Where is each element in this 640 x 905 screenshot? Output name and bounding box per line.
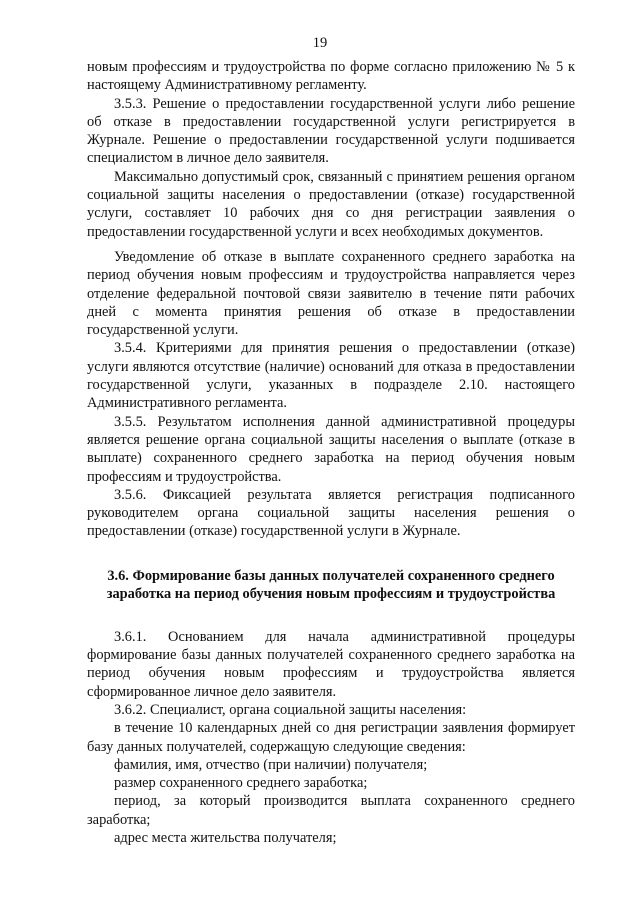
paragraph-refusal-notice: Уведомление об отказе в выплате сохраненного среднего заработка на период обучения новым профессиям и трудоустройства направляется через отделение федеральной почтовой связи заявителю в течение пяти рабочих дней с момента принятия решения об отказе в предоставлении государственной услуги. [87, 248, 575, 339]
paragraph-3-5-4: 3.5.4. Критериями для принятия решения о предоставлении (отказе) услуги являются отсутствие (наличие) оснований для отказа в предоставлении государственной услуги, указанных в подразделе 2.10. настоящего Административного регламента. [87, 340, 575, 412]
document-body [87, 58, 575, 847]
paragraph-3-6-1: 3.6.1. Основанием для начала административной процедуры формирование базы данных получателей сохраненного среднего заработка на период обучения новым профессиям и трудоустройства является сформированное личное дело заявителя. [87, 628, 575, 700]
paragraph-3-5-5: 3.5.5. Результатом исполнения данной административной процедуры является решение органа социальной защиты населения о выплате (отказе в выплате) сохраненного среднего заработка на период обучения новым профессиям и трудоустройства. [87, 413, 575, 485]
paragraph-continuation: новым профессиям и трудоустройства по форме согласно приложению № 5 к настоящему Административному регламенту. [87, 59, 575, 94]
section-heading-3-6: 3.6. Формирование базы данных получателей сохраненного среднего заработка на период обучения новым профессиям и трудоустройства [106, 567, 556, 603]
paragraph-max-term: Максимально допустимый срок, связанный с принятием решения органом социальной защиты населения о предоставлении (отказе) государственной услуги, составляет 10 рабочих дня со дня регистрации заявления о предоставлении государственной услуги и всех необходимых документов. [87, 168, 575, 240]
list-item-earnings-size: размер сохраненного среднего заработка; [114, 775, 368, 792]
page-number: 19 [312, 35, 328, 51]
list-item-full-name: фамилия, имя, отчество (при наличии) получателя; [114, 756, 428, 773]
list-item-address: адрес места жительства получателя; [114, 829, 337, 846]
paragraph-3-5-3: 3.5.3. Решение о предоставлении государственной услуги либо решение об отказе в предоставлении государственной услуги регистрируется в Журнале. Решение о предоставлении государственной услуги подшивается специалистом в личное дело заявителя. [87, 95, 575, 167]
paragraph-3-5-6: 3.5.6. Фиксацией результата является регистрация подписанного руководителем органа социальной защиты населения решения о предоставлении (отказе) государственной услуги в Журнале. [87, 486, 575, 540]
paragraph-3-6-2: 3.6.2. Специалист, органа социальной защиты населения: [114, 701, 467, 718]
list-item-payment-period: период, за который производится выплата сохраненного среднего заработка; [87, 793, 575, 828]
paragraph-database-term: в течение 10 календарных дней со дня регистрации заявления формирует базу данных получателей, содержащую следующие сведения: [87, 720, 575, 755]
